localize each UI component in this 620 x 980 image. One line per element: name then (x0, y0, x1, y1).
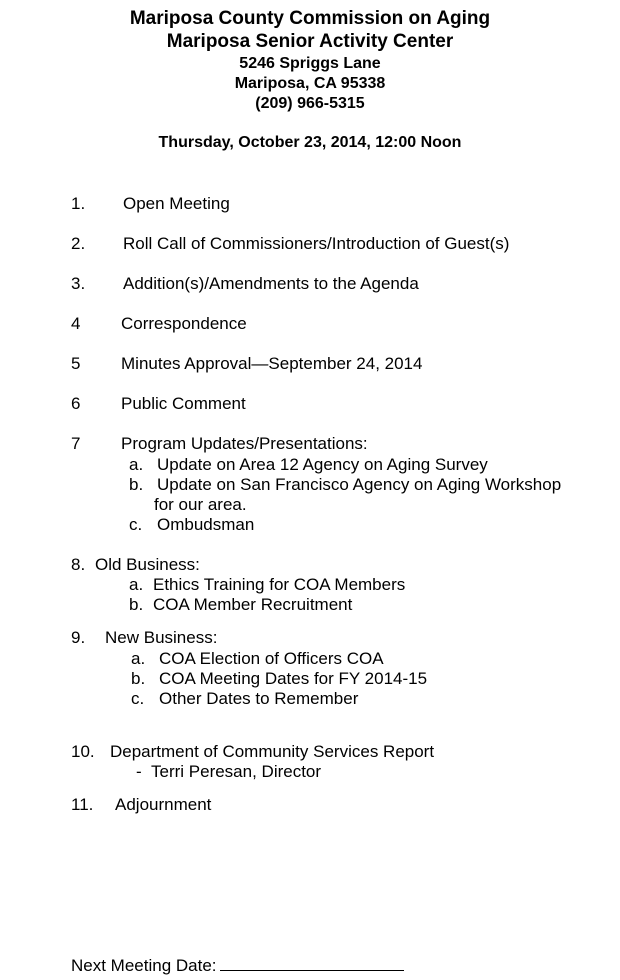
header-org-name: Mariposa County Commission on Aging (129, 8, 491, 29)
sub-item-ombudsman: Ombudsman (157, 515, 255, 534)
sub-item-member-recruitment: COA Member Recruitment (153, 595, 353, 614)
agenda-item-minutes-approval: Minutes Approval—September 24, 2014 (121, 354, 423, 373)
sub-item-director: Terri Peresan, Director (151, 762, 322, 781)
agenda-item-number: 2. (71, 234, 86, 253)
header-city: Mariposa, CA 95338 (234, 75, 386, 92)
sub-item-letter: c. (131, 689, 145, 708)
sub-item-other-dates: Other Dates to Remember (159, 689, 359, 708)
agenda-item-number: 7 (71, 434, 81, 453)
agenda-item-number: 9. (71, 628, 86, 647)
sub-item-letter: a. (129, 575, 144, 594)
agenda-item-public-comment: Public Comment (121, 394, 246, 413)
agenda-item-number: 10. (71, 742, 95, 761)
agenda-item-number: 6 (71, 394, 81, 413)
agenda-item-correspondence: Correspondence (121, 314, 247, 333)
sub-item-letter: a. (131, 649, 146, 668)
next-meeting-label: Next Meeting Date: (71, 956, 217, 975)
agenda-item-number: 1. (71, 194, 86, 213)
sub-item-sf-workshop: Update on San Francisco Agency on Aging Workshop (157, 475, 562, 494)
agenda-item-number: 3. (71, 274, 86, 293)
sub-item-election-officers: COA Election of Officers COA (159, 649, 384, 668)
sub-item-letter: b. (129, 475, 144, 494)
agenda-item-new-business: New Business: (105, 628, 218, 647)
agenda-item-amendments: Addition(s)/Amendments to the Agenda (123, 274, 419, 293)
next-meeting-blank-line (220, 970, 404, 971)
header-phone: (209) 966-5315 (255, 95, 365, 112)
meeting-date: Thursday, October 23, 2014, 12:00 Noon (158, 134, 462, 151)
header-center-name: Mariposa Senior Activity Center (166, 31, 454, 52)
agenda-item-old-business: Old Business: (95, 555, 200, 574)
header-street: 5246 Spriggs Lane (239, 55, 381, 72)
sub-item-letter: a. (129, 455, 144, 474)
agenda-item-number: 4 (71, 314, 81, 333)
sub-item-area12-survey: Update on Area 12 Agency on Aging Survey (157, 455, 488, 474)
agenda-item-community-services-report: Department of Community Services Report (110, 742, 435, 761)
sub-item-dash: - (136, 762, 142, 781)
agenda-item-adjournment: Adjournment (115, 795, 212, 814)
sub-item-letter: b. (129, 595, 144, 614)
agenda-item-roll-call: Roll Call of Commissioners/Introduction of Guest(s) (123, 234, 510, 253)
agenda-item-number: 8. (71, 555, 86, 574)
agenda-item-program-updates: Program Updates/Presentations: (121, 434, 368, 453)
sub-item-sf-workshop-cont: for our area. (154, 495, 247, 514)
sub-item-meeting-dates: COA Meeting Dates for FY 2014-15 (159, 669, 428, 688)
sub-item-letter: c. (129, 515, 143, 534)
sub-item-letter: b. (131, 669, 146, 688)
agenda-item-number: 5 (71, 354, 81, 373)
agenda-item-number: 11. (71, 795, 94, 814)
agenda-item-open-meeting: Open Meeting (123, 194, 230, 213)
sub-item-ethics-training: Ethics Training for COA Members (153, 575, 406, 594)
